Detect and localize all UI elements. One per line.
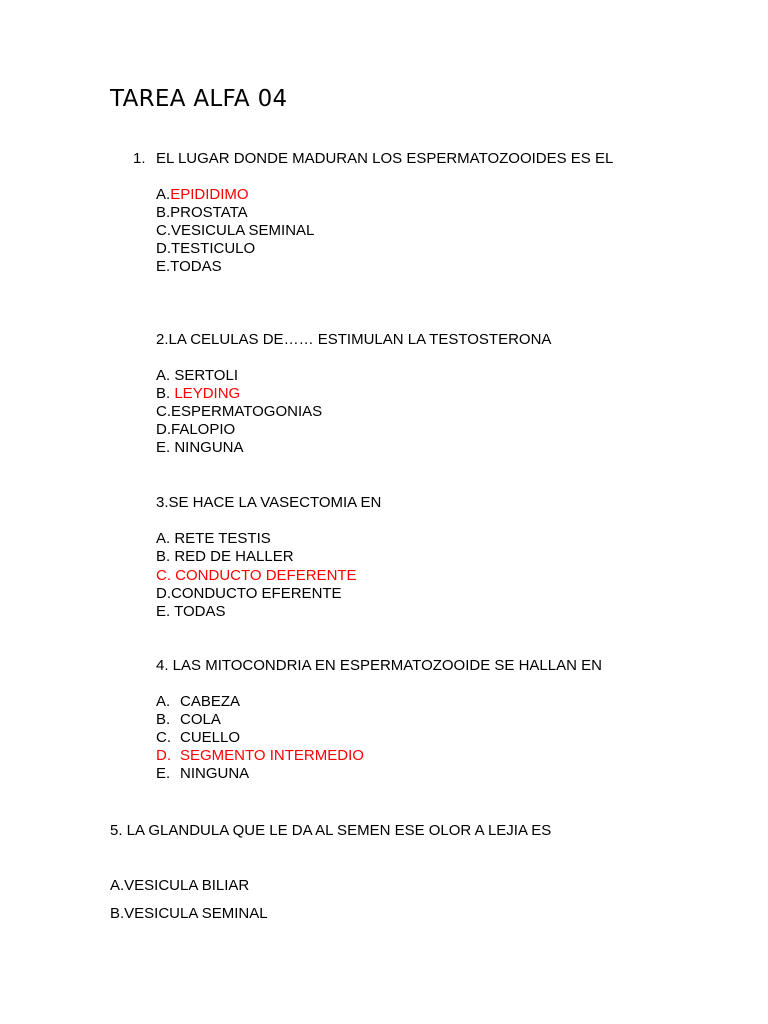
- question-1-text: EL LUGAR DONDE MADURAN LOS ESPERMATOZOOIDES ES EL: [156, 150, 614, 167]
- question-4-option-e-letter: E.: [156, 765, 171, 782]
- question-4-option-b-letter: B.: [156, 711, 171, 728]
- question-1-option-b: B.PROSTATA: [156, 204, 248, 221]
- question-5-option-b: B.VESICULA SEMINAL: [110, 905, 268, 922]
- correct-answer: LEYDING: [174, 385, 241, 402]
- question-1-option-e: E.TODAS: [156, 258, 222, 275]
- question-3-option-c-correct-answer: C. CONDUCTO DEFERENTE: [156, 567, 357, 584]
- question-4-option-d-correct-answer: SEGMENTO INTERMEDIO: [180, 747, 364, 764]
- option-letter: B.: [156, 385, 175, 402]
- question-4-text: 4. LAS MITOCONDRIA EN ESPERMATOZOOIDE SE HALLAN EN: [156, 657, 602, 674]
- correct-answer: EPIDIDIMO: [170, 186, 249, 203]
- question-4-option-c-letter: C.: [156, 729, 171, 746]
- question-3-option-e: E. TODAS: [156, 603, 226, 620]
- question-1-number: 1.: [133, 150, 146, 167]
- question-1-option-c: C.VESICULA SEMINAL: [156, 222, 315, 239]
- question-3-option-b: B. RED DE HALLER: [156, 548, 294, 565]
- document-title: TAREA ALFA 04: [110, 86, 288, 112]
- question-4-option-a-text: CABEZA: [180, 693, 241, 710]
- question-3-text: 3.SE HACE LA VASECTOMIA EN: [156, 494, 382, 511]
- question-4-option-b-text: COLA: [180, 711, 221, 728]
- option-letter: A.: [156, 186, 171, 203]
- question-2-option-b: [156, 385, 240, 403]
- question-2-option-e: E. NINGUNA: [156, 439, 244, 456]
- question-2-text: 2.LA CELULAS DE…… ESTIMULAN LA TESTOSTERONA: [156, 331, 552, 348]
- question-2-option-d: D.FALOPIO: [156, 421, 236, 438]
- question-1-option-a: [156, 186, 249, 204]
- question-5-option-a: A.VESICULA BILIAR: [110, 877, 250, 894]
- question-3-option-d: D.CONDUCTO EFERENTE: [156, 585, 342, 602]
- question-5-text: 5. LA GLANDULA QUE LE DA AL SEMEN ESE OLOR A LEJIA ES: [110, 822, 552, 839]
- question-2-option-c: C.ESPERMATOGONIAS: [156, 403, 323, 420]
- question-3-option-a: A. RETE TESTIS: [156, 530, 271, 547]
- question-4-option-c-text: CUELLO: [180, 729, 241, 746]
- question-4-option-e-text: NINGUNA: [180, 765, 250, 782]
- question-4-option-a-letter: A.: [156, 693, 171, 710]
- question-2-option-a: A. SERTOLI: [156, 367, 238, 384]
- question-4-option-d-letter: D.: [156, 747, 171, 764]
- question-1-option-d: D.TESTICULO: [156, 240, 256, 257]
